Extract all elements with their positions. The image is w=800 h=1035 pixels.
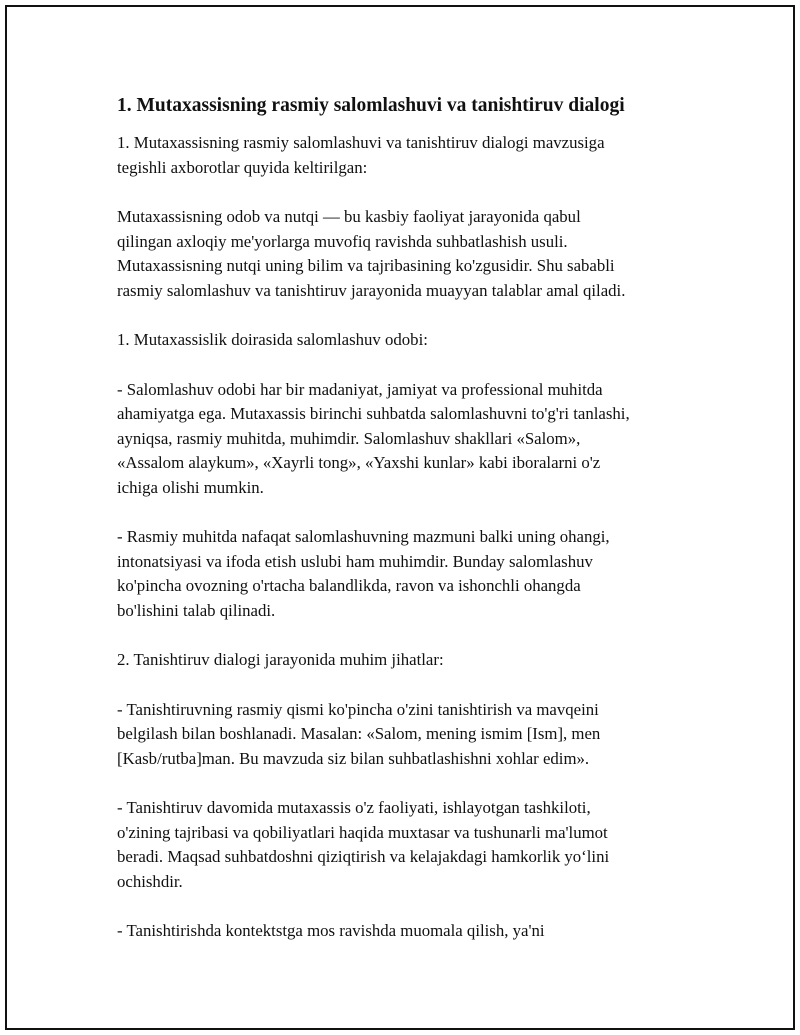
paragraph: [117, 919, 697, 944]
text-line: bo'lishini talab qilinadi.: [117, 600, 276, 620]
text-line: Mutaxassisning nutqi uning bilim va tajribasining ko'zgusidir. Shu sababli: [117, 256, 615, 275]
text-line: qilingan axloqiy me'yorlarga muvofiq ravishda suhbatlashish usuli.: [117, 231, 568, 251]
document-title: 1. Mutaxassisning rasmiy salomlashuvi va tanishtiruv dialogi: [117, 95, 625, 116]
text-line: [Kasb/rutba]man. Bu mavzuda siz bilan suhbatlashishni xohlar edim».: [117, 748, 590, 768]
text-line: ayniqsa, rasmiy muhitda, muhimdir. Salomlashuv shakllari «Salom»,: [117, 428, 581, 448]
paragraph: [117, 796, 697, 894]
text-line: - Tanishtiruv davomida mutaxassis o'z faoliyati, ishlayotgan tashkiloti,: [117, 798, 591, 817]
text-line: ko'pincha ovozning o'rtacha balandlikda, ravon va ishonchli ohangda: [117, 576, 581, 595]
paragraph: [117, 698, 697, 772]
text-line: - Salomlashuv odobi har bir madaniyat, jamiyat va professional muhitda: [117, 379, 603, 399]
text-line: o'zining tajribasi va qobiliyatlari haqida muxtasar va tushunarli ma'lumot: [117, 822, 608, 842]
section-heading: [117, 328, 697, 353]
text-line: belgilash bilan boshlanadi. Masalan: «Salom, mening ismim [Ism], men: [117, 724, 601, 743]
paragraph: [117, 131, 697, 180]
text-line: ichiga olishi mumkin.: [117, 477, 264, 497]
text-line: - Rasmiy muhitda nafaqat salomlashuvning mazmuni balki uning ohangi,: [117, 527, 610, 546]
text-line: beradi. Maqsad suhbatdoshni qiziqtirish va kelajakdagi hamkorlik yo‘lini: [117, 847, 610, 866]
text-line: ochishdir.: [117, 871, 183, 891]
paragraph: [117, 525, 697, 623]
text-line: intonatsiyasi va ifoda etish uslubi ham muhimdir. Bunday salomlashuv: [117, 551, 593, 571]
paragraph: [117, 378, 697, 501]
text-line: 1. Mutaxassislik doirasida salomlashuv odobi:: [117, 330, 428, 349]
text-line: - Tanishtirishda kontektstga mos ravishda muomala qilish, ya'ni: [117, 921, 545, 940]
text-line: Mutaxassisning odob va nutqi — bu kasbiy faoliyat jarayonida qabul: [117, 207, 581, 226]
text-line: 2. Tanishtiruv dialogi jarayonida muhim jihatlar:: [117, 650, 444, 669]
section-heading: [117, 648, 697, 673]
text-line: 1. Mutaxassisning rasmiy salomlashuvi va tanishtiruv dialogi mavzusiga: [117, 133, 605, 152]
text-line: tegishli axborotlar quyida keltirilgan:: [117, 157, 368, 177]
document-body: [117, 93, 697, 969]
text-line: «Assalom alaykum», «Xayrli tong», «Yaxshi kunlar» kabi iboralarni o'z: [117, 453, 601, 472]
text-line: - Tanishtiruvning rasmiy qismi ko'pincha o'zini tanishtirish va mavqeini: [117, 699, 599, 719]
text-line: ahamiyatga ega. Mutaxassis birinchi suhbatda salomlashuvni to'g'ri tanlashi,: [117, 404, 630, 423]
text-line: rasmiy salomlashuv va tanishtiruv jarayonida muayyan talablar amal qiladi.: [117, 280, 626, 300]
paragraph: [117, 205, 697, 303]
